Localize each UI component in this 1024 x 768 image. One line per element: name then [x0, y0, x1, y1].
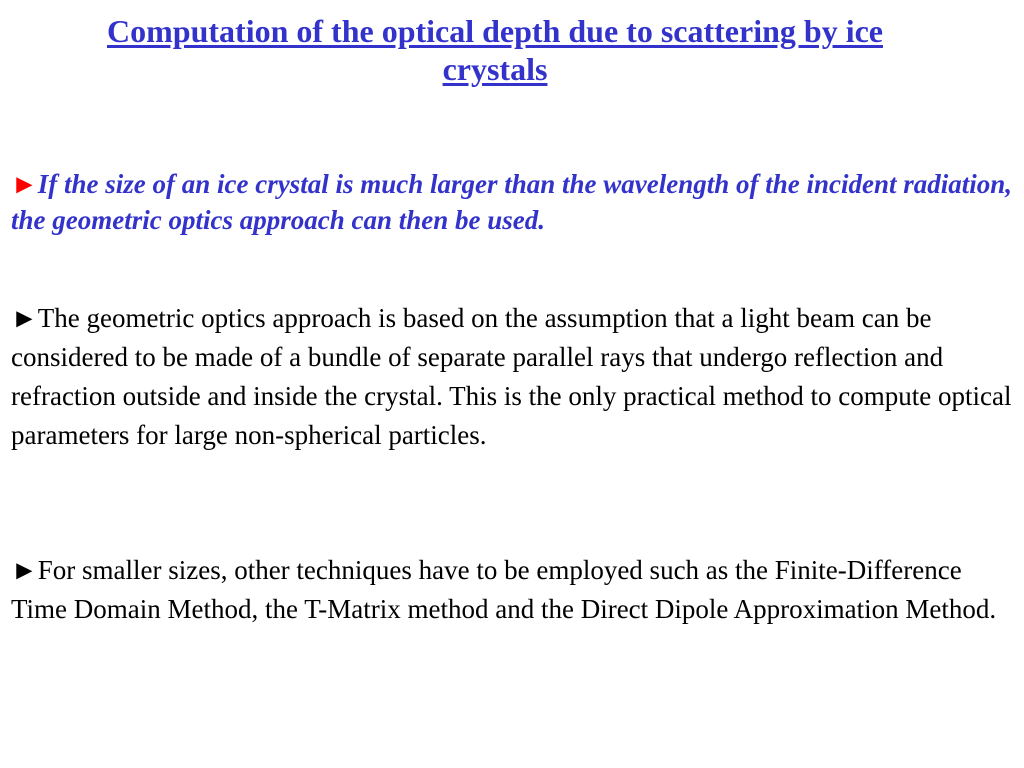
bullet-geometric-optics-condition — [11, 166, 1016, 238]
bullet-arrow-icon: ► — [11, 169, 38, 199]
slide-title: Computation of the optical depth due to scattering by ice crystals — [107, 13, 883, 87]
bullet-smaller-sizes-techniques — [11, 551, 1016, 629]
bullet-arrow-icon: ► — [11, 555, 38, 585]
bullet-text: For smaller sizes, other techniques have to be employed such as the Finite-Difference Time Domain Method, the T-Matrix method and the Direct Dipole Approximation Method. — [11, 555, 997, 624]
bullet-arrow-icon: ► — [11, 303, 38, 333]
bullet-text: The geometric optics approach is based on the assumption that a light beam can be considered to be made of a bundle of separate parallel rays that undergo reflection and refraction outside and inside the crystal. This is the only practical method to compute optical parameters for large non-spherical particles. — [11, 303, 1012, 450]
bullet-geometric-optics-assumption — [11, 299, 1016, 455]
bullet-text: If the size of an ice crystal is much larger than the wavelength of the incident radiation, the geometric optics approach can then be used. — [11, 169, 1013, 235]
